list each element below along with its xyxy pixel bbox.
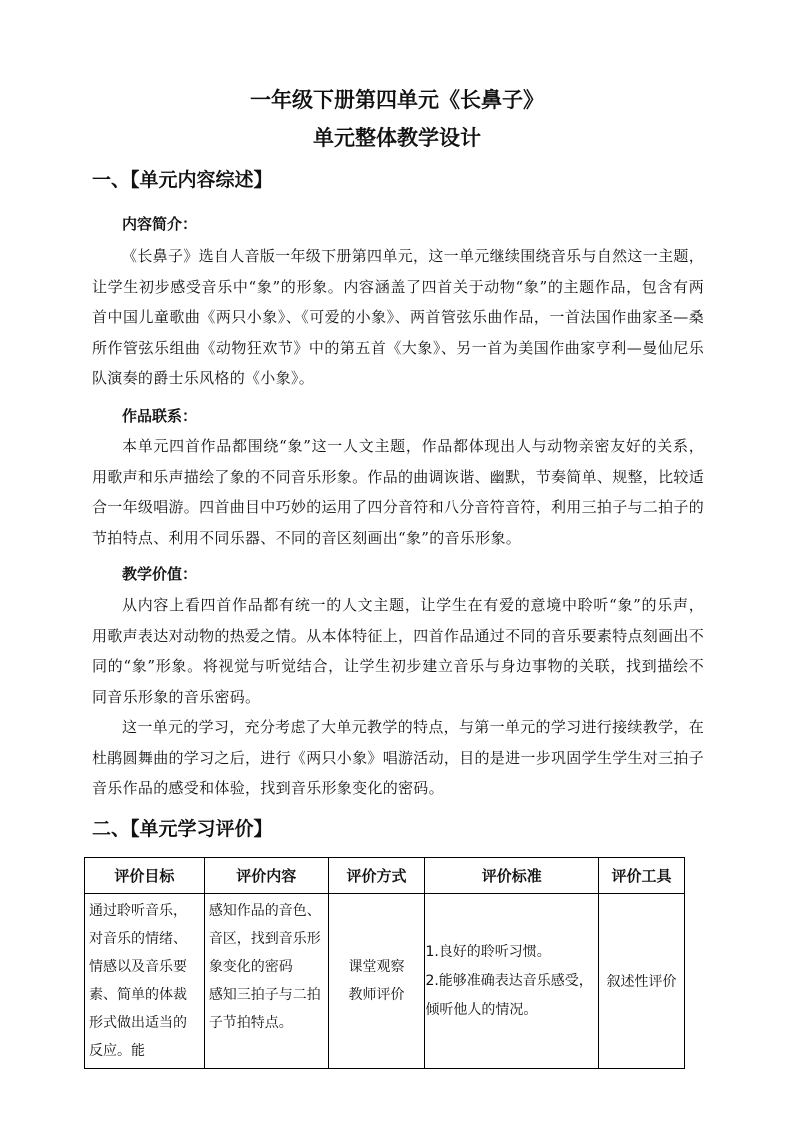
goal-cell <box>85 894 205 1069</box>
table-header-cell: 评价目标 <box>85 858 205 894</box>
standard-text-2: 2.能够准确表达音乐感受，倾听他人的情况。 <box>425 972 593 1018</box>
section-heading-evaluation: 二、【单元学习评价】 <box>92 818 273 840</box>
content-cell <box>204 894 328 1069</box>
evaluation-table <box>84 857 685 1069</box>
method-cell <box>328 894 425 1069</box>
section-heading-content-overview: 一、【单元内容综述】 <box>92 169 273 191</box>
tool-text: 叙述性评价 <box>606 974 677 990</box>
table-header-cell: 评价标准 <box>425 858 599 894</box>
content-text-2: 感知三拍子与二拍子节拍特点。 <box>208 987 321 1031</box>
standard-text-1: 1.良好的聆听习惯。 <box>425 943 551 960</box>
value-label: 教学价值： <box>122 565 198 583</box>
content-text-1: 感知作品的音色、音区，找到音乐形象变化的密码 <box>208 903 321 975</box>
relation-label: 作品联系： <box>122 407 198 425</box>
document-title: 一年级下册第四单元《长鼻子》 <box>250 88 544 112</box>
standard-cell <box>425 894 599 1069</box>
value-paragraph-1: 从内容上看四首作品都有统一的人文主题，让学生在有爱的意境中聆听“象”的乐声，用歌声表达对动物的热爱之情。从本体特征上，四首作品通过不同的音乐要素特点刻画出不同的“象”形象。将视觉与听觉结合，让学生初步建立音乐与身边事物的关联，找到描绘不同音乐形象的音乐密码。 <box>92 596 705 706</box>
table-row <box>85 894 685 1069</box>
method-text-2: 教师评价 <box>348 987 405 1003</box>
goal-text: 通过聆听音乐，对音乐的情绪、情感以及音乐要素、简单的体裁形式做出适当的反应。能 <box>89 903 187 1059</box>
table-header-row <box>85 858 685 894</box>
table-header-cell: 评价方式 <box>328 858 425 894</box>
document-subtitle: 单元整体教学设计 <box>313 126 481 150</box>
table-header-cell: 评价工具 <box>599 858 685 894</box>
relation-paragraph: 本单元四首作品都围绕“象”这一人文主题，作品都体现出人与动物亲密友好的关系，用歌声和乐声描绘了象的不同音乐形象。作品的曲调诙谐、幽默，节奏简单、规整，比较适合一年级唱游。四首曲目中巧妙的运用了四分音符和八分音符音符，利用三拍子与二拍子的节拍特点、利用不同乐器、不同的音区刻画出“象”的音乐形象。 <box>92 437 705 547</box>
intro-paragraph: 《长鼻子》选自人音版一年级下册第四单元，这一单元继续围绕音乐与自然这一主题，让学生初步感受音乐中“象”的形象。内容涵盖了四首关于动物“象”的主题作品，包含有两首中国儿童歌曲《两只小象》、《可爱的小象》、两首管弦乐曲作品，一首法国作曲家圣—桑所作管弦乐组曲《动物狂欢节》中的第五首《大象》、另一首为美国作曲家亨利—曼仙尼乐队演奏的爵士乐风格的《小象》。 <box>92 247 704 387</box>
intro-label: 内容简介： <box>122 215 198 233</box>
method-text-1: 课堂观察 <box>348 959 405 975</box>
table-header-cell: 评价内容 <box>204 858 328 894</box>
value-paragraph-2: 这一单元的学习，充分考虑了大单元教学的特点，与第一单元的学习进行接续教学，在杜鹃圆舞曲的学习之后，进行《两只小象》唱游活动，目的是进一步巩固学生学生对三拍子音乐作品的感受和体验，找到音乐形象变化的密码。 <box>92 718 705 797</box>
tool-cell <box>599 894 685 1069</box>
